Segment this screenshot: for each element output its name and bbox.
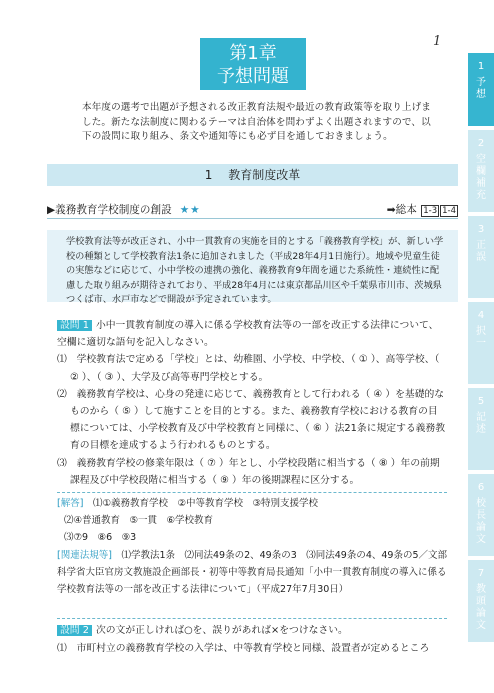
tab-chapter-3[interactable]: [468, 216, 494, 298]
reference-tag: 1-3: [423, 206, 438, 216]
answer-line: ⑴①義務教育学校 ②中等教育学校 ③特別支援学校: [92, 498, 318, 509]
cross-reference: [387, 203, 458, 219]
answer-block: [57, 492, 447, 598]
tab-label: 記 述: [476, 412, 486, 435]
tab-label: 校 長 論 文: [476, 498, 486, 545]
tab-chapter-1[interactable]: [468, 53, 494, 126]
related-laws-text: ⑴学教法1条 ⑵同法49条の2、49条の3 ⑶同法49条の4、49条の5／文部科学省大臣官房文教施設企画部長・初等中等教育局長通知「小中一貫教育制度の導入に係る学校教育法等の一部を改正する法律について」（平成27年7月30日）: [57, 550, 448, 595]
intro-paragraph: 本年度の選考で出題が予想される改正教育法規や最近の教育政策等を取り上げました。新たな法制度に関わるテーマは自治体を問わずよく出題されますので、以下の設問に取り組み、条文や通知等にも必ず目を通しておきましょう。: [82, 102, 431, 142]
chapter-title: 予想問題: [217, 66, 289, 87]
tab-label: 予 想: [476, 77, 486, 100]
tab-label: 教 頭 論 文: [476, 584, 486, 631]
topic-title-group: [47, 203, 201, 218]
answer-line: ⑵④普通教育 ⑤一貫 ⑥学校教育: [64, 515, 214, 526]
topic-row: [47, 203, 458, 219]
page-number: 1: [433, 34, 442, 49]
tab-number: 6: [477, 482, 485, 493]
question-prompt: 小中一貫教育制度の導入に係る学校教育法等の一部を改正する法律について、空欄に適切な語句を記入しなさい。: [57, 320, 439, 349]
summary-box: 学校教育法等が改正され、小中一貫教育の実施を目的とする「義務教育学校」が、新しい学校の種類として学校教育法1条に追加されました（平成28年4月1日施行）。地域や児童生徒の実態などに応じて、小中学校の連携の強化、義務教育9年間を通じた系統性・連続性に配慮した取り組みが期待されており、平成28年4月には東京都品川区や千葉県市川市、茨城県つくば市、水戸市などで開設が予定されています。: [47, 230, 458, 302]
importance-stars: ★★: [179, 204, 201, 216]
tab-label: 択 一: [476, 326, 486, 349]
tab-chapter-4[interactable]: [468, 302, 494, 384]
section-title: 教育制度改革: [228, 168, 301, 182]
tab-number: 1: [477, 61, 485, 72]
answer-line: ⑶⑦9 ⑧6 ⑨3: [64, 532, 137, 543]
question-2: [57, 618, 447, 658]
tab-chapter-7[interactable]: [468, 560, 494, 642]
chapter-tabs: [468, 53, 494, 646]
tab-number: 3: [477, 224, 485, 235]
reference-prefix: ➡総本: [386, 204, 417, 216]
chapter-heading: [200, 38, 306, 90]
tab-number: 2: [477, 138, 485, 149]
question-1: [57, 317, 447, 489]
tab-chapter-6[interactable]: [468, 474, 494, 556]
chapter-number: 第1章: [229, 43, 277, 64]
question-item: ⑴ 学校教育法で定める「学校」とは、幼稚園、小学校、中学校、（ ① ）、高等学校、（ ② ）、（ ③ ）、大学及び高等専門学校とする。: [57, 354, 440, 383]
tab-label: 正 誤: [476, 240, 486, 263]
question-label: 設問 2: [57, 625, 92, 636]
question-item: ⑴ 市町村立の義務教育学校の入学は、中等教育学校と同様、設置者が定めるところ: [57, 642, 430, 654]
question-prompt: 次の文が正しければ○を、誤りがあれば×をつけなさい。: [95, 625, 348, 636]
topic-title: ▶義務教育学校制度の創設: [47, 204, 172, 216]
question-item: ⑵ 義務教育学校は、心身の発達に応じて、義務教育として行われる（ ④ ）を基礎的なものから（ ⑤ ）して施すことを目的とする。また、義務教育学校における教育の目標については、小学校教育及び中学校教育と同様に、（ ⑥ ）法21条に規定する義務教育の目標を達成するよう行われるものとする。: [57, 388, 446, 452]
question-label: 設問 1: [57, 320, 92, 331]
tab-number: 5: [477, 396, 485, 407]
answer-label: [解答]: [57, 498, 84, 509]
tab-chapter-2[interactable]: [468, 130, 494, 212]
related-laws-label: [関連法規等]: [57, 550, 112, 561]
section-number: 1: [204, 168, 213, 182]
reference-tag: 1-4: [442, 206, 456, 216]
tab-chapter-5[interactable]: [468, 388, 494, 470]
tab-number: 7: [477, 568, 485, 579]
tab-number: 4: [477, 310, 485, 321]
question-item: ⑶ 義務教育学校の修業年限は（ ⑦ ）年とし、小学校段階に相当する（ ⑧ ）年の前期課程及び中学校段階に相当する（ ⑨ ）年の後期課程に区分する。: [57, 457, 440, 486]
section-heading: [47, 164, 458, 186]
tab-label: 空 欄 補 充: [476, 154, 486, 201]
